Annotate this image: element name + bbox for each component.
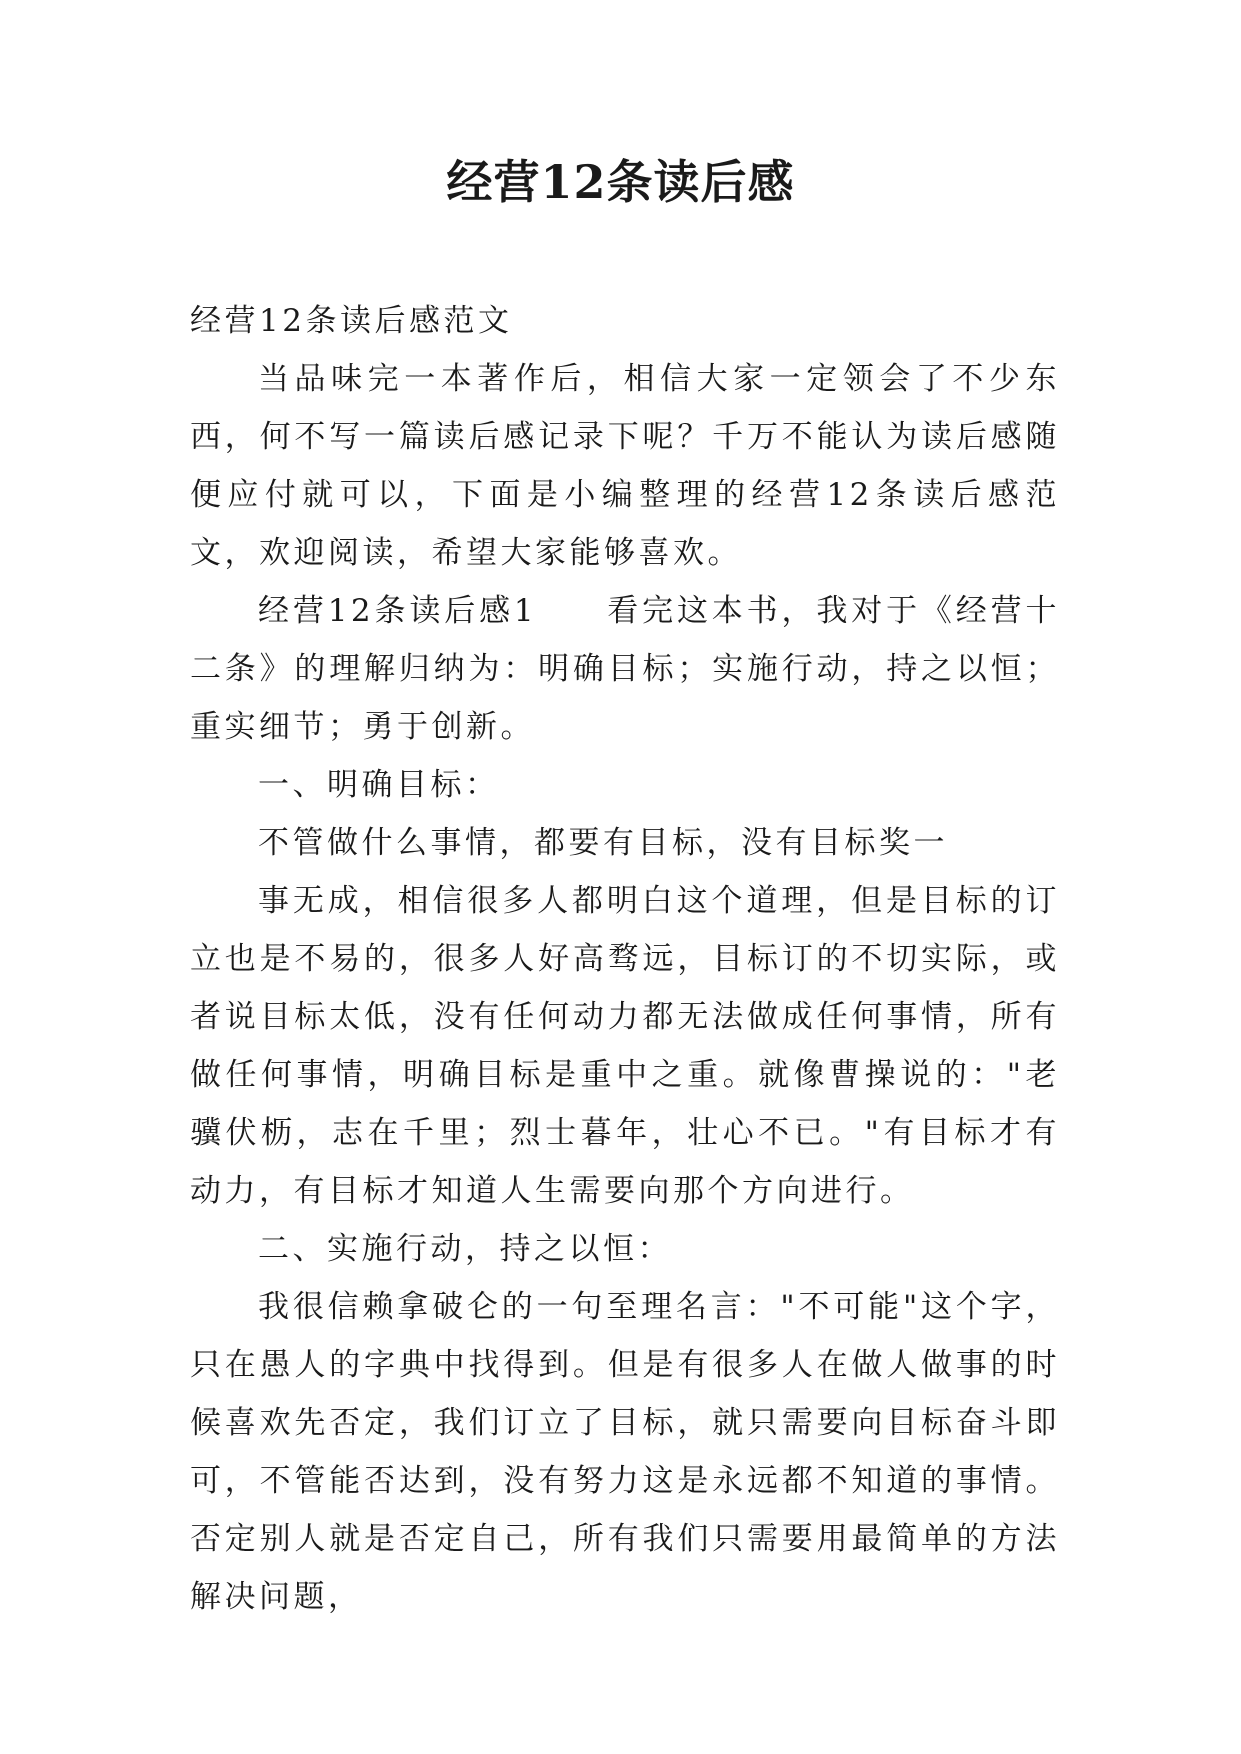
paragraph-goal-continued: 事无成，相信很多人都明白这个道理，但是目标的订立也是不易的，很多人好高骛远，目标订的不切实际，或者说目标太低，没有任何动力都无法做成任何事情，所有做任何事情，明确目标是重中之重。就像曹操说的："老骥伏枥，志在千里；烈士暮年，壮心不已。"有目标才有动力，有目标才知道人生需要向那个方向进行。 [190, 883, 1060, 1209]
document-title: 经营12条读后感 [446, 155, 795, 209]
document-subtitle: 经营12条读后感范文 [190, 303, 513, 339]
paragraph-goal-start: 不管做什么事情，都要有目标，没有目标奖一 [258, 825, 948, 861]
intro-paragraph: 当品味完一本著作后，相信大家一定领会了不少东西，何不写一篇读后感记录下呢？千万不能认为读后感随便应付就可以，下面是小编整理的经营12条读后感范文，欢迎阅读，希望大家能够喜欢。 [190, 361, 1060, 571]
document-body [190, 292, 1060, 1626]
section-heading-1: 一、明确目标： [258, 767, 500, 803]
essay-1-opening-paragraph: 经营12条读后感1 看完这本书，我对于《经营十二条》的理解归纳为：明确目标；实施行动，持之以恒；重实细节；勇于创新。 [190, 593, 1060, 745]
section-heading-2: 二、实施行动，持之以恒： [258, 1231, 672, 1267]
paragraph-action: 我很信赖拿破仑的一句至理名言："不可能"这个字，只在愚人的字典中找得到。但是有很多人在做人做事的时候喜欢先否定，我们订立了目标，就只需要向目标奋斗即可，不管能否达到，没有努力这是永远都不知道的事情。否定别人就是否定自己，所有我们只需要用最简单的方法解决问题， [190, 1289, 1060, 1615]
